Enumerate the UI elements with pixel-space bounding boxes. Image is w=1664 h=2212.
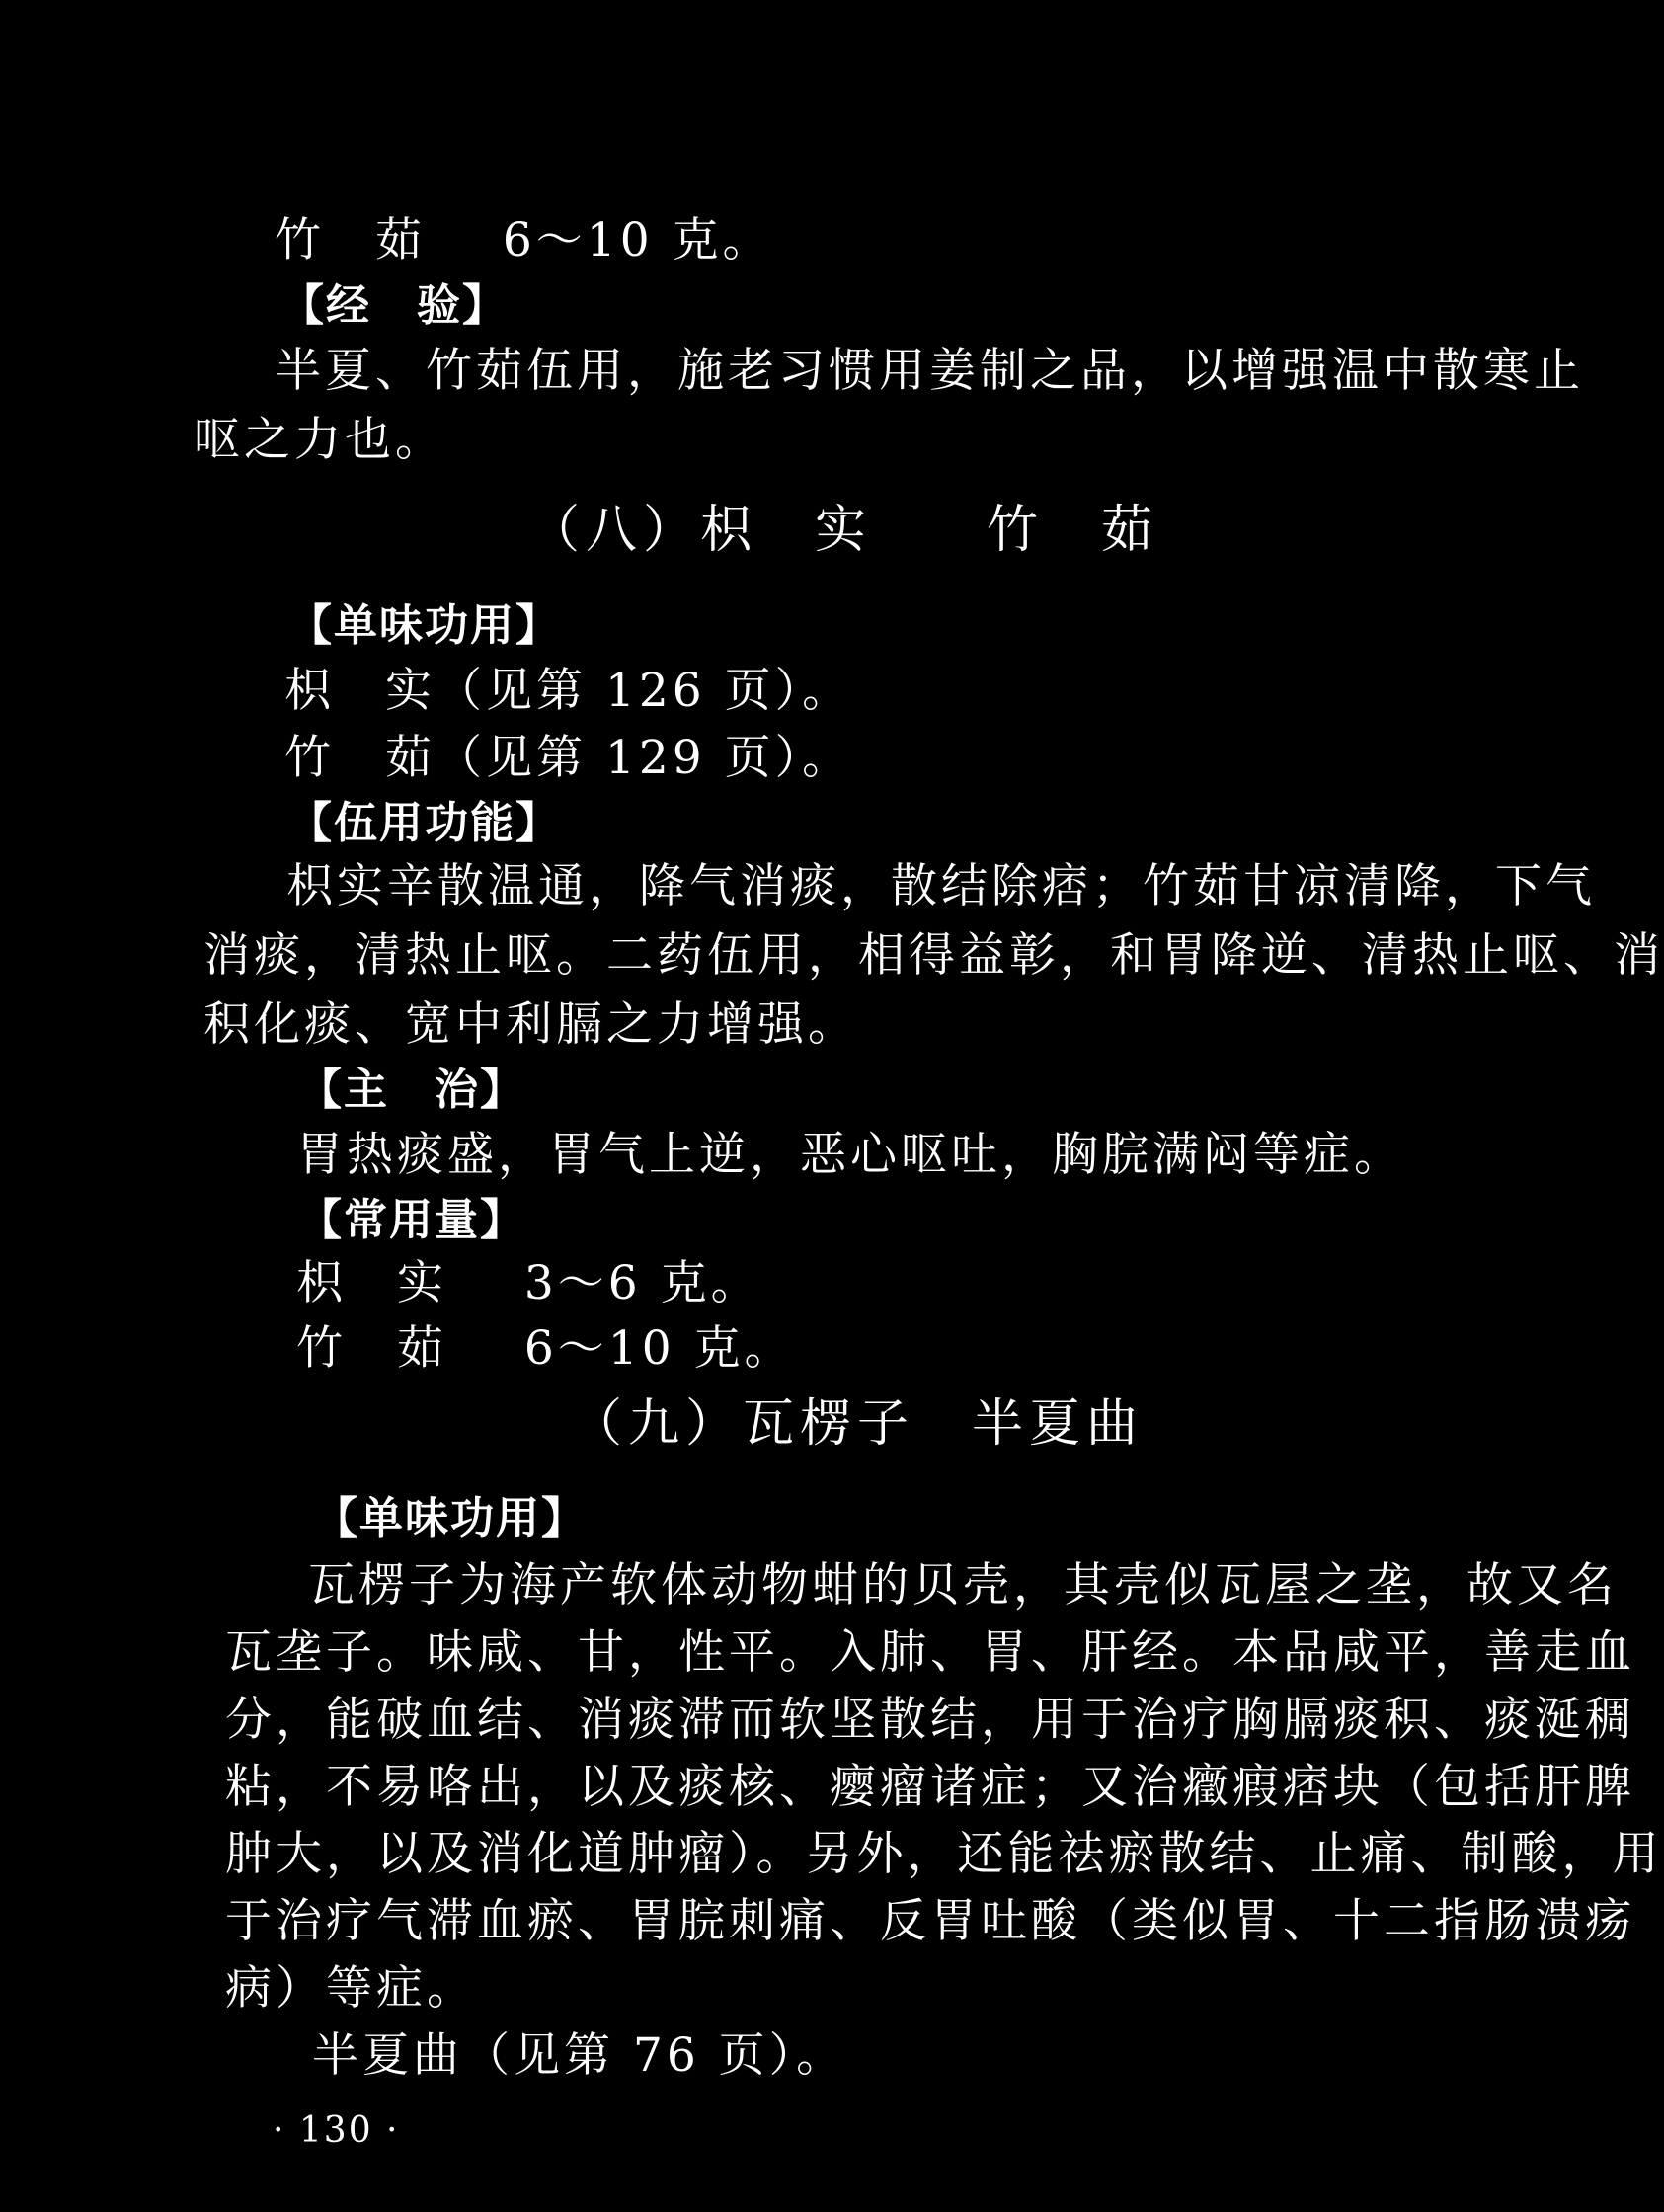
section-9-paragraph-line: 病）等症。 [225,1961,477,2015]
dosage-amount: 6～10 克。 [523,1321,795,1376]
section-9-banxia-line: 半夏曲（见第 76 页）。 [312,2028,847,2083]
section-8-combination-line: 消痰，清热止呕。二药伍用，相得益彰，和胃降逆、清热止呕、消 [203,928,1664,983]
section-9-paragraph-line: 分，能破血结、消痰滞而软坚散结，用于治疗胸膈痰积、痰涎稠 [225,1693,1635,1747]
section-8-indication-heading: 【主 治】 [298,1065,525,1115]
section-8-indication-line: 胃热痰盛，胃气上逆，恶心呕吐，胸脘满闷等症。 [296,1128,1404,1182]
section-8-dosage-line [296,1319,795,1379]
dosage-name: 竹 茹 [296,1321,447,1376]
dose-name: 竹 茹 [275,213,426,268]
section-9-paragraph-line: 瓦垄子。味咸、甘，性平。入肺、胃、肝经。本品咸平，善走血 [225,1625,1635,1680]
section-8-single-function-heading: 【单味功用】 [288,600,561,651]
section-8-title: （八）枳 实 竹 茹 [528,501,1159,560]
section-9-paragraph-line: 肿大，以及消化道肿瘤）。另外，还能祛瘀散结、止痛、制酸，用 [225,1827,1663,1881]
section-9-paragraph-line: 粘，不易咯出，以及痰核、瘿瘤诸症；又治癥瘕痞块（包括肝脾 [225,1760,1635,1814]
experience-paragraph-line: 半夏、竹茹伍用，施老习惯用姜制之品，以增强温中散寒止 [275,344,1584,398]
dose-zhuru-line [275,211,773,271]
section-9-single-function-heading: 【单味功用】 [314,1493,587,1543]
section-8-combination-line: 积化痰、宽中利膈之力增强。 [203,997,858,1052]
section-8-single-item: 竹 茹（见第 129 页）。 [284,731,853,785]
section-9-paragraph-line: 于治疗气滞血瘀、胃脘刺痛、反胃吐酸（类似胃、十二指肠溃疡 [225,1894,1635,1948]
section-8-single-item: 枳 实（见第 126 页）。 [284,664,853,718]
section-9-paragraph-line: 瓦楞子为海产软体动物蚶的贝壳，其壳似瓦屋之垄，故又名 [308,1558,1618,1613]
section-8-dosage-line [296,1254,761,1313]
dose-amount: 6～10 克。 [502,213,773,268]
section-8-combination-heading: 【伍用功能】 [288,798,561,848]
section-8-dosage-heading: 【常用量】 [298,1195,525,1245]
experience-heading: 【经 验】 [280,280,508,331]
section-9-title: （九）瓦楞子 半夏曲 [571,1394,1145,1454]
page-number: · 130 · [273,2110,400,2151]
dosage-name: 枳 实 [296,1256,447,1310]
section-8-combination-line: 枳实辛散温通，降气消痰，散结除痞；竹茹甘凉清降，下气 [286,859,1596,913]
experience-paragraph-line: 呕之力也。 [194,413,445,467]
dosage-amount: 3～6 克。 [523,1256,761,1310]
